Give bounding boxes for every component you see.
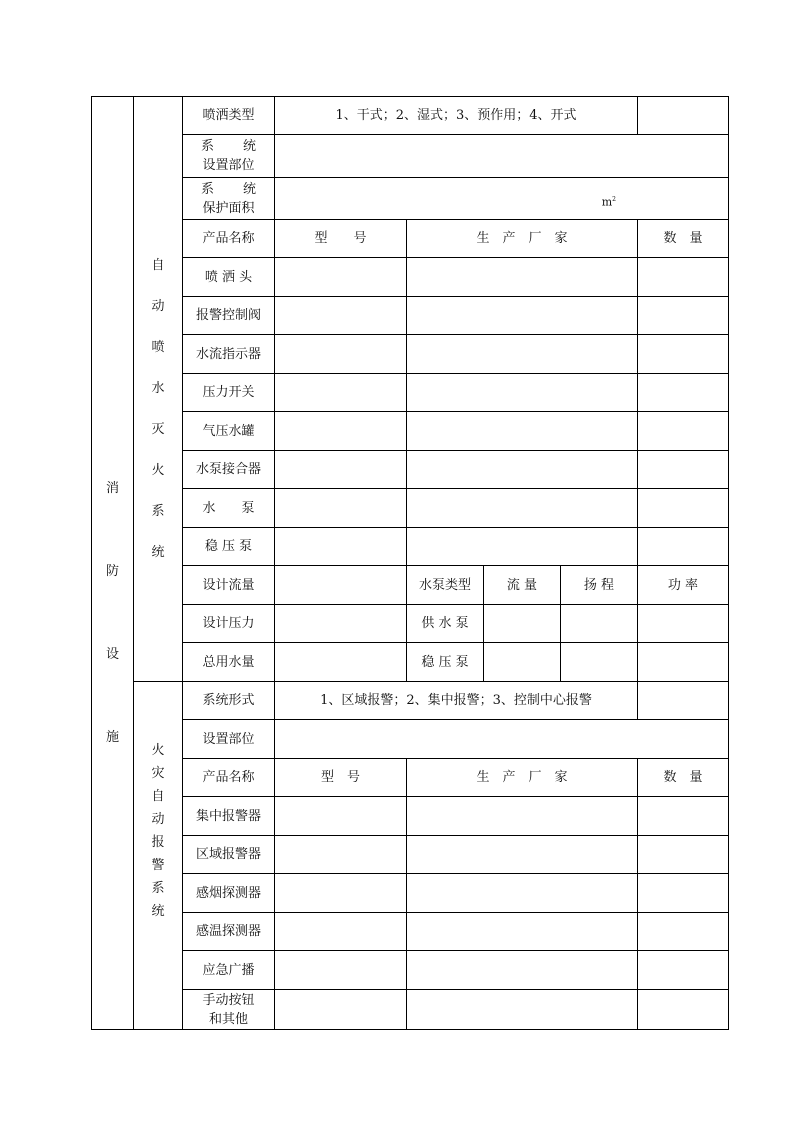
product-name: 稳 压 泵 (183, 528, 275, 566)
title-char: 统 (151, 545, 165, 560)
title-char: 系 (151, 880, 165, 896)
header-quantity: 数 量 (638, 220, 729, 258)
label-part: 手动按钮 (202, 992, 255, 1008)
title-char: 系 (151, 504, 165, 519)
title-char: 报 (151, 834, 165, 850)
product-name: 水流指示器 (183, 335, 275, 374)
title-char: 动 (151, 299, 165, 314)
table-row (92, 605, 729, 643)
spray-type-label: 喷洒类型 (183, 97, 275, 135)
label-part: 统 (242, 139, 256, 154)
title-char: 火 (151, 463, 165, 478)
product-name: 感烟探测器 (183, 874, 275, 913)
model-cell[interactable] (275, 335, 407, 374)
pump-power-header: 功 率 (638, 566, 729, 605)
label-part: 系 (201, 139, 215, 154)
quantity-cell[interactable] (638, 412, 729, 451)
quantity-cell[interactable] (638, 951, 729, 990)
table-row (92, 874, 729, 913)
table-row (92, 451, 729, 489)
quantity-cell[interactable] (638, 797, 729, 836)
table-row (92, 643, 729, 682)
fire-facilities-table (91, 96, 729, 1030)
model-cell[interactable] (275, 990, 407, 1030)
table-row (92, 258, 729, 297)
title-char: 动 (151, 811, 165, 827)
model-cell[interactable] (275, 451, 407, 489)
title-char: 统 (151, 903, 165, 919)
system-location-value[interactable] (275, 135, 729, 178)
design-pressure-label: 设计压力 (183, 605, 275, 643)
manufacturer-cell[interactable] (407, 797, 638, 836)
supply-pump-head[interactable] (561, 605, 638, 643)
total-water-label: 总用水量 (183, 643, 275, 682)
label-part: 和其他 (208, 1011, 248, 1027)
table-row (92, 836, 729, 874)
table-row (92, 990, 729, 1030)
title-char: 水 (151, 381, 165, 396)
manufacturer-cell[interactable] (407, 258, 638, 297)
manufacturer-cell[interactable] (407, 451, 638, 489)
model-cell[interactable] (275, 836, 407, 874)
pump-flow-header: 流 量 (484, 566, 561, 605)
title-char: 施 (105, 730, 119, 745)
title-char: 警 (151, 857, 165, 873)
model-cell[interactable] (275, 797, 407, 836)
table-row (92, 913, 729, 951)
total-water-value[interactable] (275, 643, 407, 682)
label-part: 统 (242, 181, 256, 197)
pump-head-header: 扬 程 (561, 566, 638, 605)
alarm-location-value[interactable] (275, 720, 729, 759)
manufacturer-cell[interactable] (407, 412, 638, 451)
product-name: 集中报警器 (183, 797, 275, 836)
model-cell[interactable] (275, 913, 407, 951)
table-row (92, 528, 729, 566)
model-cell[interactable] (275, 489, 407, 528)
table-row (92, 335, 729, 374)
system-form-label: 系统形式 (183, 682, 275, 720)
quantity-cell[interactable] (638, 528, 729, 566)
design-flow-label: 设计流量 (183, 566, 275, 605)
table-row (92, 374, 729, 412)
sprinkler-system-title (134, 97, 183, 682)
product-name: 报警控制阀 (183, 297, 275, 335)
model-cell[interactable] (275, 258, 407, 297)
header-manufacturer: 生 产 厂 家 (407, 759, 638, 797)
quantity-cell[interactable] (638, 374, 729, 412)
header-model: 型 号 (275, 220, 407, 258)
manufacturer-cell[interactable] (407, 874, 638, 913)
system-location-label (183, 135, 275, 178)
product-name: 喷 洒 头 (183, 258, 275, 297)
product-name: 应急广播 (183, 951, 275, 990)
header-quantity: 数 量 (638, 759, 729, 797)
label-part: 设置部位 (202, 158, 255, 173)
stabilizer-pump-head[interactable] (561, 643, 638, 682)
system-form-value[interactable] (638, 682, 729, 720)
title-char: 防 (105, 564, 119, 579)
quantity-cell[interactable] (638, 836, 729, 874)
title-char: 火 (151, 742, 165, 758)
design-pressure-value[interactable] (275, 605, 407, 643)
quantity-cell[interactable] (638, 297, 729, 335)
quantity-cell[interactable] (638, 990, 729, 1030)
title-char: 喷 (151, 340, 165, 355)
header-manufacturer: 生 产 厂 家 (407, 220, 638, 258)
label-part: 系 (201, 181, 215, 197)
product-name: 区域报警器 (183, 836, 275, 874)
table-row (92, 297, 729, 335)
unit-text: m (601, 195, 613, 209)
header-model: 型 号 (275, 759, 407, 797)
title-char: 自 (151, 258, 165, 273)
title-char: 灭 (151, 422, 165, 437)
pump-type-header: 水泵类型 (407, 566, 484, 605)
manufacturer-cell[interactable] (407, 489, 638, 528)
section-title-fire-facilities (92, 97, 134, 1030)
table-row (92, 412, 729, 451)
model-cell[interactable] (275, 874, 407, 913)
manufacturer-cell[interactable] (407, 335, 638, 374)
manufacturer-cell[interactable] (407, 374, 638, 412)
quantity-cell[interactable] (638, 874, 729, 913)
title-char: 消 (105, 481, 119, 496)
model-cell[interactable] (275, 951, 407, 990)
supply-pump-flow[interactable] (484, 605, 561, 643)
manufacturer-cell[interactable] (407, 836, 638, 874)
quantity-cell[interactable] (638, 258, 729, 297)
area-unit (602, 190, 616, 212)
model-cell[interactable] (275, 297, 407, 335)
protection-area-value[interactable] (275, 178, 729, 220)
product-name: 压力开关 (183, 374, 275, 412)
title-char: 自 (151, 788, 165, 804)
header-product-name: 产品名称 (183, 759, 275, 797)
model-cell[interactable] (275, 528, 407, 566)
title-char: 设 (105, 647, 119, 662)
table-row (92, 951, 729, 990)
unit-sup: 2 (612, 196, 616, 203)
quantity-cell[interactable] (638, 913, 729, 951)
product-name: 感温探测器 (183, 913, 275, 951)
manufacturer-cell[interactable] (407, 913, 638, 951)
design-flow-value[interactable] (275, 566, 407, 605)
spray-type-value[interactable] (638, 97, 729, 135)
system-form-options: 1、区域报警；2、集中报警；3、控制中心报警 (275, 682, 638, 720)
stabilizer-pump-power[interactable] (638, 643, 729, 682)
header-product-name: 产品名称 (183, 220, 275, 258)
table-row (92, 489, 729, 528)
product-name: 气压水罐 (183, 412, 275, 451)
model-cell[interactable] (275, 374, 407, 412)
manufacturer-cell[interactable] (407, 528, 638, 566)
manufacturer-cell[interactable] (407, 297, 638, 335)
supply-pump-power[interactable] (638, 605, 729, 643)
label-part: 保护面积 (202, 200, 255, 216)
table-row (92, 566, 729, 605)
quantity-cell[interactable] (638, 489, 729, 528)
table-row (92, 797, 729, 836)
product-name: 水泵接合器 (183, 451, 275, 489)
protection-area-label (183, 178, 275, 220)
product-name: 水 泵 (183, 489, 275, 528)
alarm-system-title (134, 682, 183, 1030)
title-char: 灾 (151, 765, 165, 781)
manufacturer-cell[interactable] (407, 990, 638, 1030)
alarm-location-label: 设置部位 (183, 720, 275, 759)
product-name (183, 990, 275, 1030)
spray-type-options: 1、干式；2、湿式；3、预作用；4、开式 (275, 97, 638, 135)
quantity-cell[interactable] (638, 335, 729, 374)
stabilizer-pump-flow[interactable] (484, 643, 561, 682)
manufacturer-cell[interactable] (407, 951, 638, 990)
quantity-cell[interactable] (638, 451, 729, 489)
model-cell[interactable] (275, 412, 407, 451)
supply-pump-label: 供 水 泵 (407, 605, 484, 643)
stabilizer-pump-label: 稳 压 泵 (407, 643, 484, 682)
